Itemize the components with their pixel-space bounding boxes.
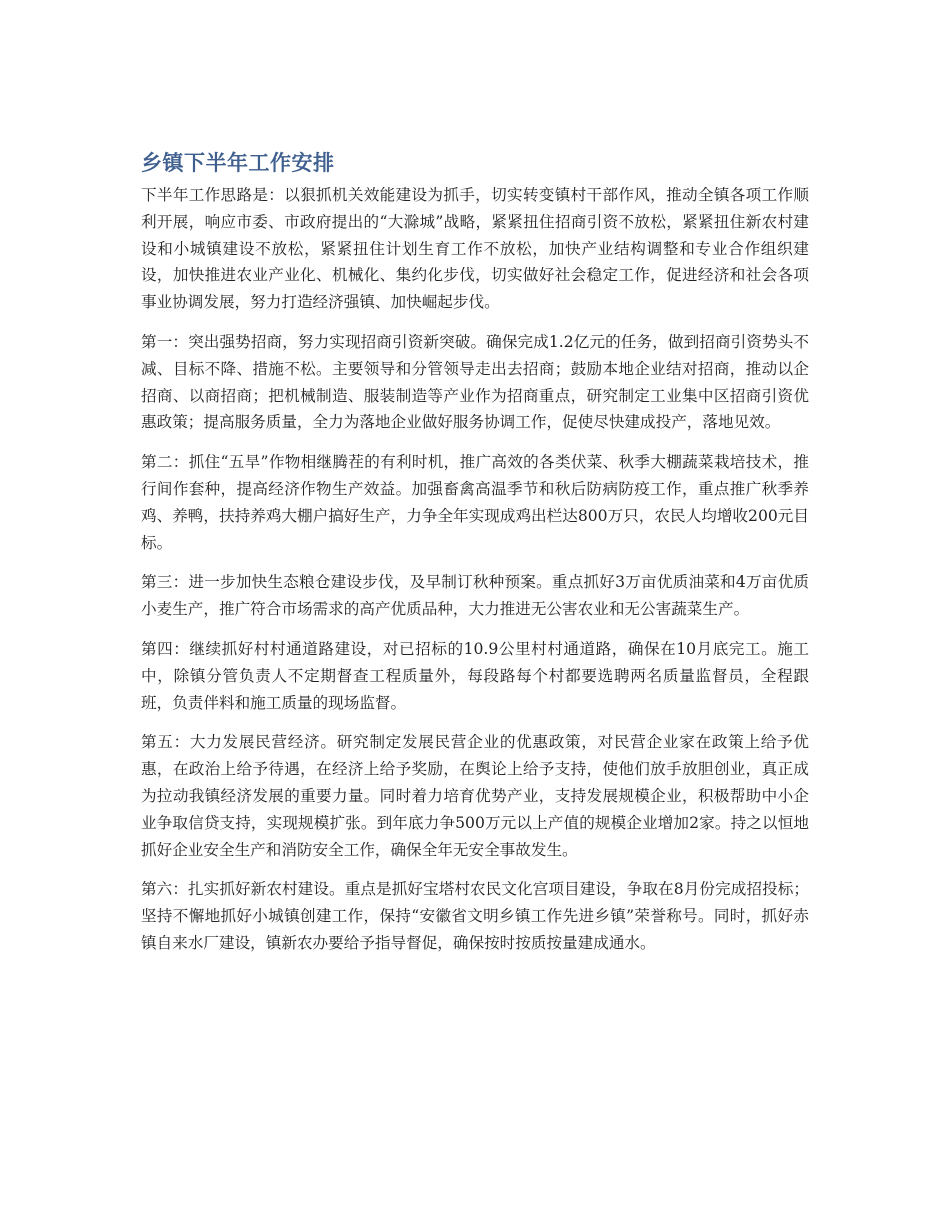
paragraph-item-4: 第四：继续抓好村村通道路建设，对已招标的10.9公里村村通道路，确保在10月底完工。施工中，除镇分管负责人不定期督查工程质量外，每段路每个村都要选聘两名质量监督员，全程跟班，负责伴料和施工质量的现场监督。: [141, 639, 809, 712]
paragraph-item-1: 第一：突出强势招商，努力实现招商引资新突破。确保完成1.2亿元的任务，做到招商引资势头不减、目标不降、措施不松。主要领导和分管领导走出去招商；鼓励本地企业结对招商，推动以企招商、以商招商；把机械制造、服装制造等产业作为招商重点，研究制定工业集中区招商引资优惠政策；提高服务质量，全力为落地企业做好服务协调工作，促使尽快建成投产，落地见效。: [141, 332, 809, 432]
document-title: 乡镇下半年工作安排: [141, 151, 335, 175]
paragraph-item-2: 第二：抓住“五旱”作物相继腾茬的有利时机，推广高效的各类伏菜、秋季大棚蔬菜栽培技术，推行间作套种，提高经济作物生产效益。加强畜禽高温季节和秋后防病防疫工作，重点推广秋季养鸡、养鸭，扶持养鸡大棚户搞好生产，力争全年实现成鸡出栏达800万只，农民人均增收200元目标。: [141, 453, 809, 552]
paragraph-intro: 下半年工作思路是：以狠抓机关效能建设为抓手，切实转变镇村干部作风，推动全镇各项工作顺利开展，响应市委、市政府提出的“大滁城”战略，紧紧扭住招商引资不放松，紧紧扭住新农村建设和小城镇建设不放松，紧紧扭住计划生育工作不放松，加快产业结构调整和专业合作组织建设，加快推进农业产业化、机械化、集约化步伐，切实做好社会稳定工作，促进经济和社会各项事业协调发展，努力打造经济强镇、加快崛起步伐。: [141, 186, 809, 312]
paragraph-item-5: 第五：大力发展民营经济。研究制定发展民营企业的优惠政策，对民营企业家在政策上给予优惠，在政治上给予待遇，在经济上给予奖励，在舆论上给予支持，使他们放手放胆创业，真正成为拉动我镇经济发展的重要力量。同时着力培育优势产业，支持发展规模企业，积极帮助中小企业争取信贷支持，实现规模扩张。到年底力争500万元以上产值的规模企业增加2家。持之以恒地抓好企业安全生产和消防安全工作，确保全年无安全事故发生。: [141, 733, 809, 859]
paragraph-item-6: 第六：扎实抓好新农村建设。重点是抓好宝塔村农民文化宫项目建设，争取在8月份完成招投标；坚持不懈地抓好小城镇创建工作，保持“安徽省文明乡镇工作先进乡镇”荣誉称号。同时，抓好赤镇自来水厂建设，镇新农办要给予指导督促，确保按时按质按量建成通水。: [141, 880, 809, 952]
paragraph-item-3: 第三：进一步加快生态粮仓建设步伐，及早制订秋种预案。重点抓好3万亩优质油菜和4万亩优质小麦生产，推广符合市场需求的高产优质品种，大力推进无公害农业和无公害蔬菜生产。: [141, 573, 809, 619]
document-page: [141, 148, 809, 970]
